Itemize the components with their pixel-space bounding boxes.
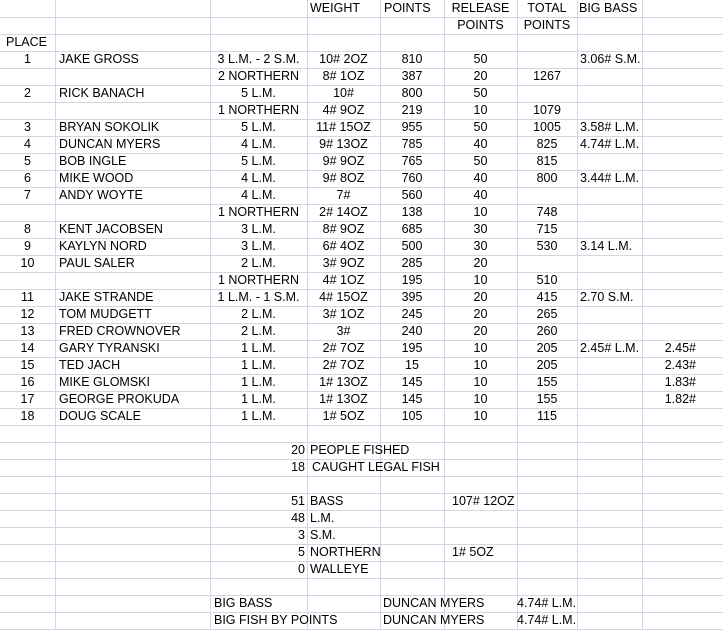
angler-name-cell[interactable] bbox=[57, 272, 209, 289]
summary-legal-label[interactable]: CAUGHT LEGAL FISH bbox=[312, 460, 440, 474]
angler-name-cell[interactable]: BRYAN SOKOLIK bbox=[59, 120, 160, 134]
big-fish-weight-cell[interactable] bbox=[642, 289, 698, 306]
total-points-cell[interactable]: 115 bbox=[537, 409, 557, 423]
release-points-cell[interactable]: 20 bbox=[473, 256, 488, 270]
big-bass-cell[interactable]: 4.74# L.M. bbox=[580, 137, 640, 151]
grid-row-line bbox=[0, 34, 723, 35]
points-cell[interactable]: 387 bbox=[401, 69, 423, 83]
weight-cell[interactable]: 2# 14OZ bbox=[319, 205, 368, 219]
place-cell[interactable]: 2 bbox=[24, 86, 31, 100]
release-points-cell[interactable]: 40 bbox=[473, 188, 488, 202]
place-cell[interactable]: 12 bbox=[20, 307, 35, 321]
release-points-cell[interactable]: 20 bbox=[473, 324, 488, 338]
big-fish-weight-cell[interactable] bbox=[642, 153, 698, 170]
big-bass-cell[interactable] bbox=[578, 102, 642, 119]
header-release-2[interactable]: POINTS bbox=[457, 18, 504, 32]
fish-count-cell[interactable]: 1 L.M. bbox=[241, 358, 276, 372]
place-cell[interactable]: 11 bbox=[21, 290, 34, 304]
points-cell[interactable]: 500 bbox=[401, 239, 423, 253]
release-points-cell[interactable]: 10 bbox=[473, 375, 488, 389]
points-cell[interactable]: 145 bbox=[401, 375, 423, 389]
weight-cell[interactable]: 2# 7OZ bbox=[322, 341, 365, 355]
big-fish-weight-cell[interactable] bbox=[642, 204, 698, 221]
summary-people-label[interactable]: PEOPLE FISHED bbox=[310, 443, 410, 457]
place-cell[interactable]: 16 bbox=[20, 375, 35, 389]
place-cell[interactable]: 8 bbox=[24, 222, 31, 236]
total-points-cell[interactable]: 815 bbox=[536, 154, 558, 168]
big-bass-cell[interactable] bbox=[578, 187, 642, 204]
summary-bass-weight[interactable]: 107# 12OZ bbox=[452, 494, 515, 508]
angler-name-cell[interactable] bbox=[57, 68, 209, 85]
place-cell[interactable] bbox=[0, 68, 55, 85]
big-fish-weight-cell[interactable] bbox=[642, 408, 698, 425]
place-cell[interactable]: 9 bbox=[24, 239, 31, 253]
big-fish-weight-cell[interactable] bbox=[642, 187, 698, 204]
big-bass-cell[interactable] bbox=[578, 391, 642, 408]
grid-row-line bbox=[0, 476, 723, 477]
total-points-cell[interactable]: 800 bbox=[536, 171, 558, 185]
points-cell[interactable]: 810 bbox=[401, 52, 423, 66]
big-fish-weight-cell[interactable] bbox=[642, 119, 698, 136]
weight-cell[interactable]: 9# 8OZ bbox=[322, 171, 365, 185]
header-release-1[interactable]: RELEASE bbox=[451, 1, 510, 15]
big-fish-weight-cell[interactable]: 2.45# bbox=[664, 341, 696, 355]
total-points-cell[interactable]: 510 bbox=[536, 273, 558, 287]
big-fish-weight-cell[interactable]: 1.83# bbox=[664, 375, 696, 389]
weight-cell[interactable]: 1# 5OZ bbox=[322, 409, 365, 423]
place-cell[interactable]: 13 bbox=[20, 324, 35, 338]
header-points[interactable]: POINTS bbox=[384, 1, 431, 15]
header-total-1[interactable]: TOTAL bbox=[527, 1, 567, 15]
summary-sm-count[interactable]: 3 bbox=[298, 528, 305, 542]
weight-cell[interactable]: 3# 1OZ bbox=[322, 307, 365, 321]
fish-count-cell[interactable]: 1 NORTHERN bbox=[217, 273, 300, 287]
weight-cell[interactable]: 8# 1OZ bbox=[322, 69, 365, 83]
award-big-bass-value[interactable]: 4.74# L.M. bbox=[517, 596, 577, 610]
summary-northern-label[interactable]: NORTHERN bbox=[310, 545, 381, 559]
grid-row-line bbox=[0, 17, 723, 18]
big-fish-weight-cell[interactable] bbox=[642, 238, 698, 255]
total-points-cell[interactable]: 1079 bbox=[533, 103, 561, 117]
big-bass-cell[interactable] bbox=[578, 323, 642, 340]
points-cell[interactable]: 105 bbox=[401, 409, 423, 423]
weight-cell[interactable]: 4# 15OZ bbox=[319, 290, 368, 304]
release-points-cell[interactable]: 10 bbox=[473, 273, 488, 287]
points-cell[interactable]: 800 bbox=[401, 86, 423, 100]
release-points-cell[interactable]: 50 bbox=[473, 86, 488, 100]
release-points-cell[interactable]: 10 bbox=[473, 341, 488, 355]
big-fish-weight-cell[interactable] bbox=[642, 85, 698, 102]
angler-name-cell[interactable]: BOB INGLE bbox=[59, 154, 127, 168]
big-bass-cell[interactable] bbox=[578, 306, 642, 323]
points-cell[interactable]: 245 bbox=[401, 307, 423, 321]
total-points-cell[interactable]: 825 bbox=[536, 137, 558, 151]
fish-count-cell[interactable]: 1 L.M. bbox=[241, 375, 276, 389]
summary-walleye-label[interactable]: WALLEYE bbox=[310, 562, 369, 576]
weight-cell[interactable]: 3# 9OZ bbox=[322, 256, 365, 270]
fish-count-cell[interactable]: 3 L.M. bbox=[241, 222, 276, 236]
release-points-cell[interactable]: 40 bbox=[473, 137, 488, 151]
total-points-cell[interactable]: 205 bbox=[536, 341, 558, 355]
fish-count-cell[interactable]: 3 L.M. - 2 S.M. bbox=[217, 52, 300, 66]
angler-name-cell[interactable]: TED JACH bbox=[59, 358, 121, 372]
big-fish-weight-cell[interactable] bbox=[642, 136, 698, 153]
weight-cell[interactable]: 4# 1OZ bbox=[322, 273, 365, 287]
total-points-cell[interactable]: 205 bbox=[536, 358, 558, 372]
big-bass-cell[interactable]: 3.06# S.M. bbox=[580, 52, 641, 66]
fish-count-cell[interactable]: 1 L.M. - 1 S.M. bbox=[217, 290, 300, 304]
weight-cell[interactable]: 10# bbox=[333, 86, 354, 100]
award-big-bass-winner[interactable]: DUNCAN MYERS bbox=[383, 596, 485, 610]
summary-sm-label[interactable]: S.M. bbox=[310, 528, 336, 542]
big-fish-weight-cell[interactable]: 1.82# bbox=[664, 392, 696, 406]
fish-count-cell[interactable]: 2 L.M. bbox=[241, 256, 276, 270]
weight-cell[interactable]: 6# 4OZ bbox=[322, 239, 365, 253]
place-cell[interactable]: 17 bbox=[20, 392, 35, 406]
place-cell[interactable] bbox=[0, 272, 55, 289]
points-cell[interactable]: 955 bbox=[401, 120, 423, 134]
total-points-cell[interactable]: 1267 bbox=[533, 69, 561, 83]
place-cell[interactable]: 18 bbox=[20, 409, 35, 423]
points-cell[interactable]: 138 bbox=[401, 205, 423, 219]
place-cell[interactable] bbox=[0, 204, 55, 221]
fish-count-cell[interactable]: 1 NORTHERN bbox=[217, 205, 300, 219]
big-bass-cell[interactable]: 3.14 L.M. bbox=[580, 239, 633, 253]
place-cell[interactable]: 1 bbox=[24, 52, 31, 66]
points-cell[interactable]: 15 bbox=[405, 358, 419, 372]
place-cell[interactable]: 14 bbox=[20, 341, 35, 355]
angler-name-cell[interactable]: MIKE GLOMSKI bbox=[59, 375, 150, 389]
total-points-cell[interactable]: 155 bbox=[536, 375, 558, 389]
total-points-cell[interactable]: 530 bbox=[536, 239, 558, 253]
fish-count-cell[interactable]: 4 L.M. bbox=[241, 137, 276, 151]
release-points-cell[interactable]: 40 bbox=[473, 171, 488, 185]
angler-name-cell[interactable]: KAYLYN NORD bbox=[59, 239, 147, 253]
points-cell[interactable]: 240 bbox=[401, 324, 423, 338]
summary-bass-label[interactable]: BASS bbox=[310, 494, 344, 508]
summary-northern-weight[interactable]: 1# 5OZ bbox=[452, 545, 494, 559]
angler-name-cell[interactable] bbox=[57, 204, 209, 221]
big-fish-weight-cell[interactable] bbox=[642, 306, 698, 323]
grid-column-line bbox=[55, 0, 56, 630]
summary-walleye-count[interactable]: 0 bbox=[298, 562, 305, 576]
release-points-cell[interactable]: 50 bbox=[473, 120, 488, 134]
summary-people-count[interactable]: 20 bbox=[291, 443, 305, 457]
points-cell[interactable]: 195 bbox=[401, 341, 423, 355]
weight-cell[interactable]: 8# 9OZ bbox=[322, 222, 365, 236]
fish-count-cell[interactable]: 1 L.M. bbox=[241, 392, 276, 406]
points-cell[interactable]: 760 bbox=[401, 171, 423, 185]
total-points-cell[interactable] bbox=[517, 255, 577, 272]
place-cell[interactable]: 5 bbox=[24, 154, 31, 168]
big-fish-weight-cell[interactable] bbox=[642, 170, 698, 187]
header-total-2[interactable]: POINTS bbox=[523, 18, 571, 32]
weight-cell[interactable]: 4# 9OZ bbox=[322, 103, 365, 117]
big-fish-weight-cell[interactable] bbox=[642, 221, 698, 238]
points-cell[interactable]: 285 bbox=[401, 256, 423, 270]
angler-name-cell[interactable]: MIKE WOOD bbox=[59, 171, 134, 185]
place-cell[interactable]: 6 bbox=[24, 171, 31, 185]
big-bass-cell[interactable] bbox=[578, 374, 642, 391]
fish-count-cell[interactable]: 2 L.M. bbox=[241, 324, 276, 338]
release-points-cell[interactable]: 20 bbox=[473, 69, 488, 83]
grid-row-line bbox=[0, 578, 723, 579]
summary-northern-count[interactable]: 5 bbox=[298, 545, 305, 559]
grid-row-line bbox=[0, 425, 723, 426]
place-cell[interactable] bbox=[0, 102, 55, 119]
angler-name-cell[interactable]: JAKE STRANDE bbox=[59, 290, 154, 304]
fish-count-cell[interactable]: 4 L.M. bbox=[241, 171, 276, 185]
angler-name-cell[interactable]: DOUG SCALE bbox=[59, 409, 141, 423]
big-bass-cell[interactable]: 2.70 S.M. bbox=[580, 290, 634, 304]
points-cell[interactable]: 145 bbox=[401, 392, 423, 406]
points-cell[interactable]: 765 bbox=[401, 154, 423, 168]
big-fish-weight-cell[interactable]: 2.43# bbox=[664, 358, 696, 372]
big-fish-weight-cell[interactable] bbox=[642, 102, 698, 119]
award-big-fish-label[interactable]: BIG FISH BY POINTS bbox=[214, 613, 338, 627]
big-bass-cell[interactable] bbox=[578, 272, 642, 289]
place-cell[interactable]: 3 bbox=[24, 120, 31, 134]
total-points-cell[interactable] bbox=[517, 51, 577, 68]
big-bass-cell[interactable]: 2.45# L.M. bbox=[580, 341, 640, 355]
header-big-bass[interactable]: BIG BASS bbox=[579, 1, 638, 15]
header-place[interactable]: PLACE bbox=[6, 35, 47, 49]
fish-count-cell[interactable]: 1 L.M. bbox=[241, 409, 276, 423]
release-points-cell[interactable]: 30 bbox=[473, 222, 488, 236]
release-points-cell[interactable]: 10 bbox=[473, 358, 488, 372]
angler-name-cell[interactable]: GARY TYRANSKI bbox=[59, 341, 160, 355]
award-big-bass-label[interactable]: BIG BASS bbox=[214, 596, 273, 610]
big-fish-weight-cell[interactable] bbox=[642, 272, 698, 289]
angler-name-cell[interactable]: ANDY WOYTE bbox=[59, 188, 143, 202]
points-cell[interactable]: 395 bbox=[401, 290, 423, 304]
weight-cell[interactable]: 7# bbox=[336, 188, 351, 202]
big-bass-cell[interactable]: 3.58# L.M. bbox=[580, 120, 640, 134]
big-bass-cell[interactable] bbox=[578, 255, 642, 272]
total-points-cell[interactable]: 715 bbox=[536, 222, 558, 236]
summary-bass-count[interactable]: 51 bbox=[291, 494, 305, 508]
summary-legal-count[interactable]: 18 bbox=[291, 460, 305, 474]
weight-cell[interactable]: 3# bbox=[336, 324, 351, 338]
total-points-cell[interactable]: 748 bbox=[536, 205, 558, 219]
release-points-cell[interactable]: 30 bbox=[473, 239, 488, 253]
fish-count-cell[interactable]: 4 L.M. bbox=[241, 188, 276, 202]
total-points-cell[interactable] bbox=[517, 187, 577, 204]
total-points-cell[interactable]: 265 bbox=[536, 307, 558, 321]
weight-cell[interactable]: 9# 13OZ bbox=[319, 137, 368, 151]
place-cell[interactable]: 15 bbox=[20, 358, 35, 372]
points-cell[interactable]: 219 bbox=[401, 103, 423, 117]
award-big-fish-value[interactable]: 4.74# L.M. bbox=[517, 613, 577, 627]
big-bass-cell[interactable] bbox=[578, 357, 642, 374]
total-points-cell[interactable] bbox=[517, 85, 577, 102]
points-cell[interactable]: 195 bbox=[401, 273, 423, 287]
angler-name-cell[interactable]: FRED CROWNOVER bbox=[59, 324, 181, 338]
release-points-cell[interactable]: 20 bbox=[473, 307, 488, 321]
weight-cell[interactable]: 10# 2OZ bbox=[319, 52, 368, 66]
big-bass-cell[interactable] bbox=[578, 221, 642, 238]
fish-count-cell[interactable]: 5 L.M. bbox=[241, 120, 276, 134]
big-bass-cell[interactable] bbox=[578, 68, 642, 85]
fish-count-cell[interactable]: 1 NORTHERN bbox=[217, 103, 300, 117]
angler-name-cell[interactable]: RICK BANACH bbox=[59, 86, 145, 100]
angler-name-cell[interactable]: TOM MUDGETT bbox=[59, 307, 152, 321]
place-cell[interactable]: 10 bbox=[20, 256, 35, 270]
place-cell[interactable]: 7 bbox=[24, 188, 31, 202]
release-points-cell[interactable]: 50 bbox=[473, 52, 488, 66]
fish-count-cell[interactable]: 2 L.M. bbox=[241, 307, 276, 321]
big-fish-weight-cell[interactable] bbox=[642, 51, 698, 68]
big-fish-weight-cell[interactable] bbox=[642, 255, 698, 272]
angler-name-cell[interactable]: KENT JACOBSEN bbox=[59, 222, 163, 236]
release-points-cell[interactable]: 10 bbox=[473, 392, 488, 406]
angler-name-cell[interactable]: DUNCAN MYERS bbox=[59, 137, 161, 151]
release-points-cell[interactable]: 50 bbox=[473, 154, 488, 168]
big-fish-weight-cell[interactable] bbox=[642, 323, 698, 340]
fish-count-cell[interactable]: 5 L.M. bbox=[241, 154, 276, 168]
release-points-cell[interactable]: 20 bbox=[473, 290, 488, 304]
angler-name-cell[interactable]: JAKE GROSS bbox=[59, 52, 139, 66]
award-big-fish-winner[interactable]: DUNCAN MYERS bbox=[383, 613, 485, 627]
big-bass-cell[interactable] bbox=[578, 408, 642, 425]
place-cell[interactable]: 4 bbox=[24, 137, 31, 151]
weight-cell[interactable]: 1# 13OZ bbox=[319, 375, 368, 389]
angler-name-cell[interactable] bbox=[57, 102, 209, 119]
total-points-cell[interactable]: 260 bbox=[536, 324, 558, 338]
big-bass-cell[interactable] bbox=[578, 204, 642, 221]
total-points-cell[interactable]: 1005 bbox=[533, 120, 561, 134]
release-points-cell[interactable]: 10 bbox=[473, 409, 488, 423]
points-cell[interactable]: 560 bbox=[401, 188, 423, 202]
weight-cell[interactable]: 9# 9OZ bbox=[322, 154, 365, 168]
angler-name-cell[interactable]: PAUL SALER bbox=[59, 256, 135, 270]
big-fish-weight-cell[interactable] bbox=[642, 68, 698, 85]
summary-lm-count[interactable]: 48 bbox=[291, 511, 305, 525]
big-bass-cell[interactable] bbox=[578, 85, 642, 102]
points-cell[interactable]: 685 bbox=[401, 222, 423, 236]
fish-count-cell[interactable]: 2 NORTHERN bbox=[217, 69, 300, 83]
header-weight[interactable]: WEIGHT bbox=[310, 1, 360, 15]
fish-count-cell[interactable]: 3 L.M. bbox=[241, 239, 276, 253]
weight-cell[interactable]: 2# 7OZ bbox=[322, 358, 365, 372]
total-points-cell[interactable]: 155 bbox=[536, 392, 558, 406]
weight-cell[interactable]: 11# 15OZ bbox=[316, 120, 371, 134]
big-bass-cell[interactable]: 3.44# L.M. bbox=[580, 171, 640, 185]
big-bass-cell[interactable] bbox=[578, 153, 642, 170]
points-cell[interactable]: 785 bbox=[401, 137, 423, 151]
total-points-cell[interactable]: 415 bbox=[536, 290, 558, 304]
summary-lm-label[interactable]: L.M. bbox=[310, 511, 335, 525]
fish-count-cell[interactable]: 5 L.M. bbox=[241, 86, 276, 100]
weight-cell[interactable]: 1# 13OZ bbox=[319, 392, 368, 406]
angler-name-cell[interactable]: GEORGE PROKUDA bbox=[59, 392, 180, 406]
release-points-cell[interactable]: 10 bbox=[473, 205, 488, 219]
release-points-cell[interactable]: 10 bbox=[473, 103, 488, 117]
fish-count-cell[interactable]: 1 L.M. bbox=[241, 341, 276, 355]
